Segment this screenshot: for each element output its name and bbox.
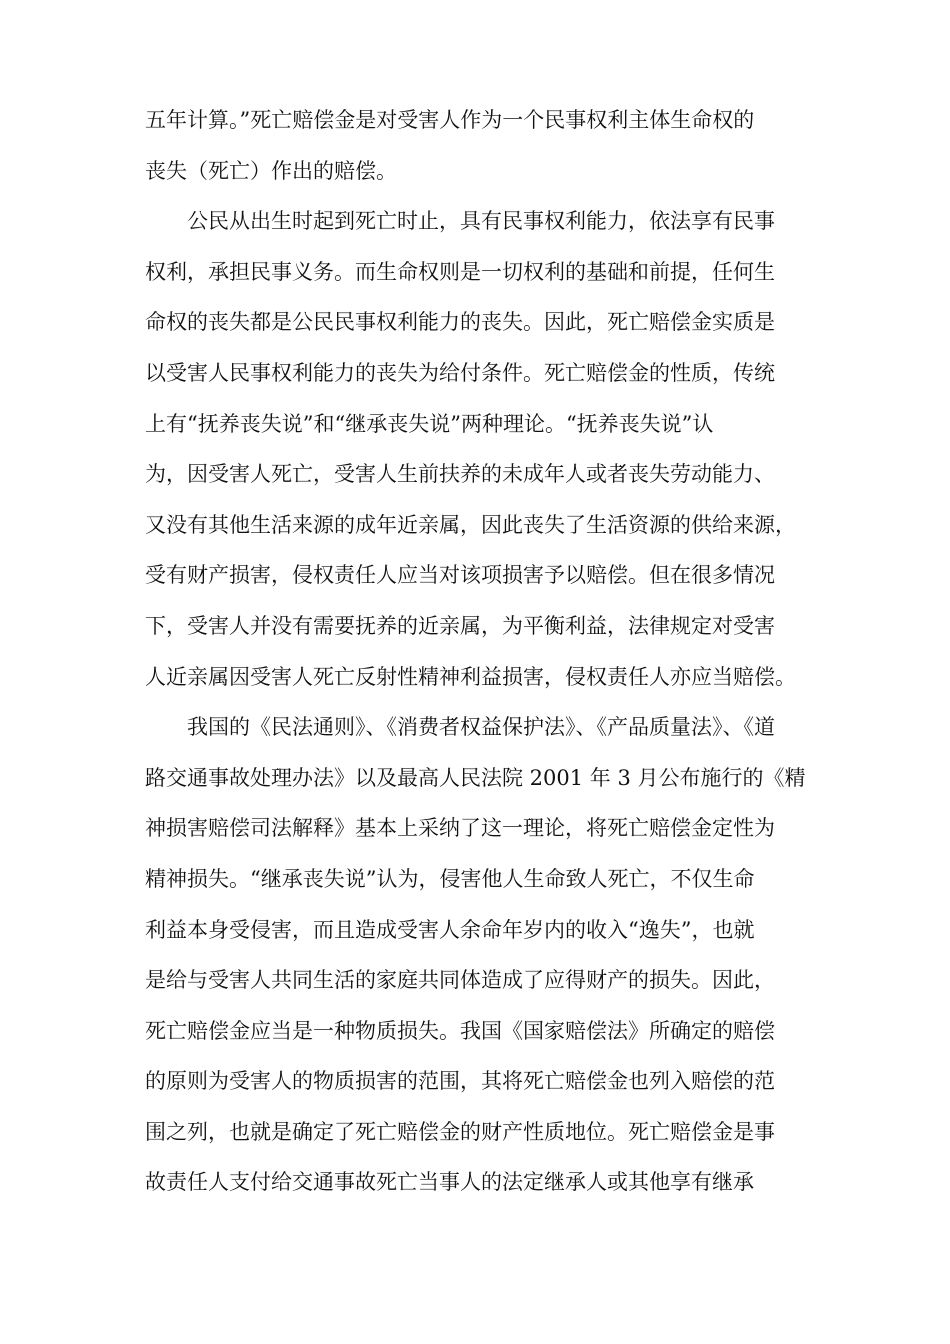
text-line: 下，受害人并没有需要抚养的近亲属，为平衡利益，法律规定对受害 (145, 613, 775, 638)
text-line: 是给与受害人共同生活的家庭共同体造成了应得财产的损失。因此， (145, 968, 775, 993)
text-line: 故责任人支付给交通事故死亡当事人的法定继承人或其他享有继承 (145, 1170, 754, 1195)
text-line: 人近亲属因受害人死亡反射性精神利益损害，侵权责任人亦应当赔偿。 (145, 664, 796, 689)
text-line: 受有财产损害，侵权责任人应当对该项损害予以赔偿。但在很多情况 (145, 563, 775, 588)
text-line: 为，因受害人死亡，受害人生前扶养的未成年人或者丧失劳动能力、 (145, 462, 775, 487)
text-line: 神损害赔偿司法解释》基本上采纳了这一理论，将死亡赔偿金定性为 (145, 816, 775, 841)
text-line: 路交通事故处理办法》以及最高人民法院 2001 年 3 月公布施行的《精 (145, 765, 806, 790)
paragraph-start-line: 我国的《民法通则》、《消费者权益保护法》、《产品质量法》、《道 (187, 715, 775, 740)
text-line: 围之列，也就是确定了死亡赔偿金的财产性质地位。死亡赔偿金是事 (145, 1119, 775, 1144)
text-line: 命权的丧失都是公民民事权利能力的丧失。因此，死亡赔偿金实质是 (145, 310, 775, 335)
body-text (145, 103, 825, 1216)
text-line: 权利，承担民事义务。而生命权则是一切权利的基础和前提，任何生 (145, 259, 775, 284)
text-line: 上有“抚养丧失说”和“继承丧失说”两种理论。“抚养丧失说”认 (145, 411, 714, 436)
text-line: 的原则为受害人的物质损害的范围，其将死亡赔偿金也列入赔偿的范 (145, 1069, 775, 1094)
text-line: 又没有其他生活来源的成年近亲属，因此丧失了生活资源的供给来源， (145, 512, 796, 537)
text-line: 利益本身受侵害，而且造成受害人余命年岁内的收入“逸失”，也就 (145, 917, 755, 942)
text-line: 丧失（死亡）作出的赔偿。 (145, 158, 397, 183)
text-line: 精神损失。“继承丧失说”认为，侵害他人生命致人死亡，不仅生命 (145, 866, 755, 891)
text-line: 以受害人民事权利能力的丧失为给付条件。死亡赔偿金的性质，传统 (145, 360, 775, 385)
paragraph-start-line: 公民从出生时起到死亡时止，具有民事权利能力，依法享有民事 (187, 209, 775, 234)
text-line: 五年计算。”死亡赔偿金是对受害人作为一个民事权利主体生命权的 (145, 108, 755, 132)
text-line: 死亡赔偿金应当是一种物质损失。我国《国家赔偿法》所确定的赔偿 (145, 1018, 775, 1043)
